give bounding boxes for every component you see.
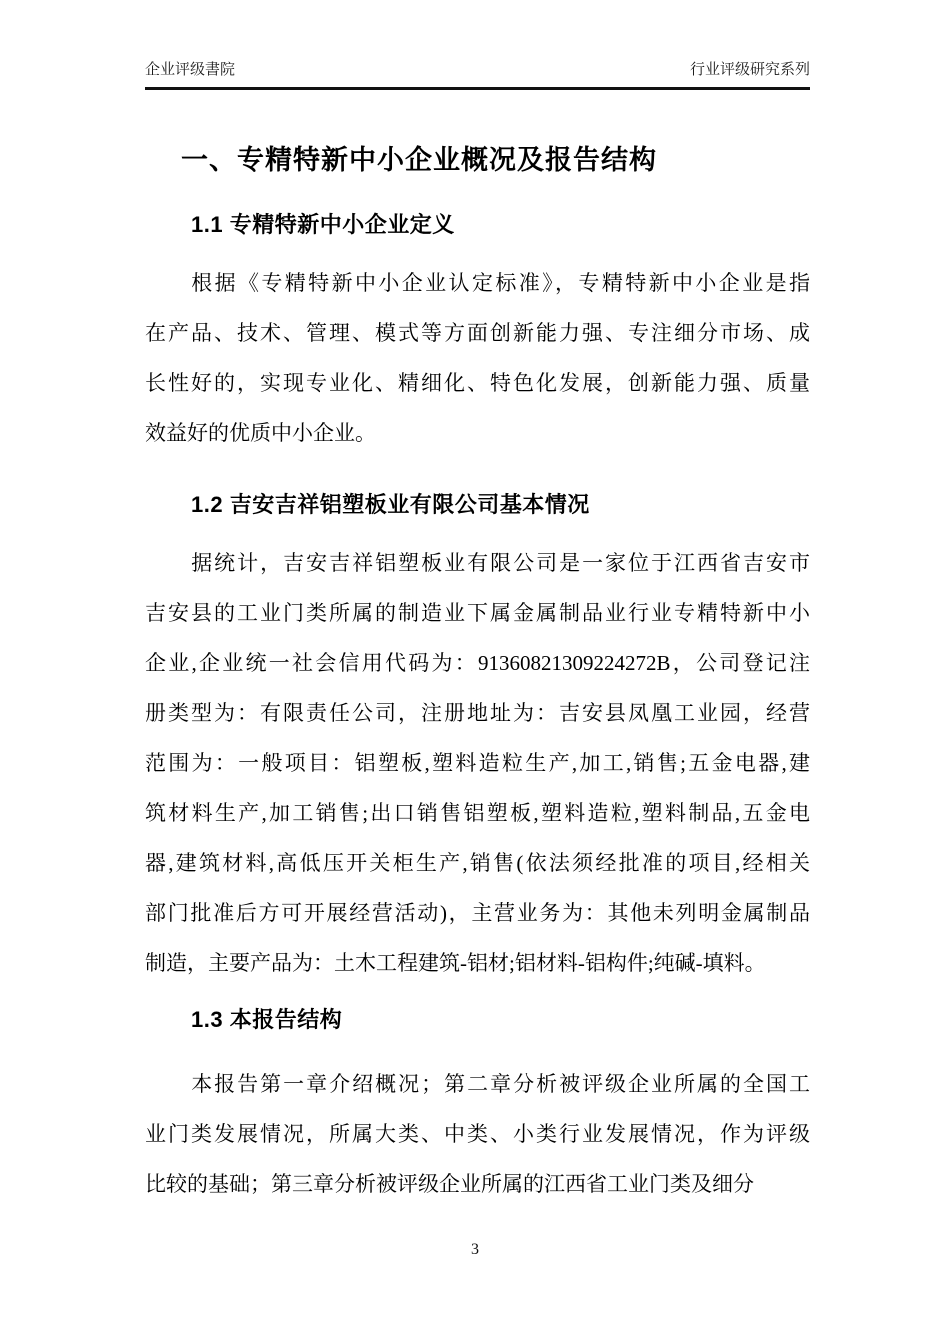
paragraph-definition [145, 258, 810, 458]
section-heading-1-1: 1.1 专精特新中小企业定义 [191, 212, 455, 237]
paragraph-line: 效益好的优质中小企业。 [145, 421, 376, 445]
paragraph-line: 根据《专精特新中小企业认定标准》，专精特新中小企业是指 [191, 271, 810, 295]
paragraph-line: 长性好的，实现专业化、精细化、特色化发展，创新能力强、质量 [145, 371, 810, 395]
section-heading-1-2: 1.2 吉安吉祥铝塑板业有限公司基本情况 [191, 492, 590, 517]
paragraph-company-profile [145, 538, 810, 988]
paragraph-line: 筑材料生产,加工销售;出口销售铝塑板,塑料造粒,塑料制品,五金电 [145, 801, 810, 825]
paragraph-line: 制造，主要产品为：土木工程建筑-铝材;铝材料-铝构件;纯碱-填料。 [145, 951, 766, 975]
paragraph-line: 据统计，吉安吉祥铝塑板业有限公司是一家位于江西省吉安市 [191, 551, 810, 575]
paragraph-line: 器,建筑材料,高低压开关柜生产,销售(依法须经批准的项目,经相关 [145, 851, 810, 875]
paragraph-line: 企业,企业统一社会信用代码为：91360821309224272B，公司登记注 [145, 651, 810, 675]
paragraph-line: 本报告第一章介绍概况；第二章分析被评级企业所属的全国工 [191, 1072, 810, 1096]
paragraph-line: 范围为：一般项目：铝塑板,塑料造粒生产,加工,销售;五金电器,建 [145, 751, 810, 775]
paragraph-line: 吉安县的工业门类所属的制造业下属金属制品业行业专精特新中小 [145, 601, 810, 625]
paragraph-line: 业门类发展情况，所属大类、中类、小类行业发展情况，作为评级 [145, 1122, 810, 1146]
page-number: 3 [471, 1241, 479, 1258]
section-heading-1-3: 1.3 本报告结构 [191, 1007, 343, 1032]
paragraph-line: 册类型为：有限责任公司，注册地址为：吉安县凤凰工业园，经营 [145, 701, 810, 725]
header-right-text: 行业评级研究系列 [689, 61, 810, 78]
paragraph-line: 在产品、技术、管理、模式等方面创新能力强、专注细分市场、成 [145, 321, 810, 345]
document-title: 一、专精特新中小企业概况及报告结构 [181, 145, 657, 175]
paragraph-report-structure [145, 1059, 810, 1209]
header-left-text: 企业评级書院 [145, 61, 236, 78]
page-footer [0, 1240, 950, 1260]
page-header [145, 60, 810, 90]
paragraph-line: 比较的基础；第三章分析被评级企业所属的江西省工业门类及细分 [145, 1172, 754, 1196]
paragraph-line: 部门批准后方可开展经营活动)，主营业务为：其他未列明金属制品 [145, 901, 810, 925]
